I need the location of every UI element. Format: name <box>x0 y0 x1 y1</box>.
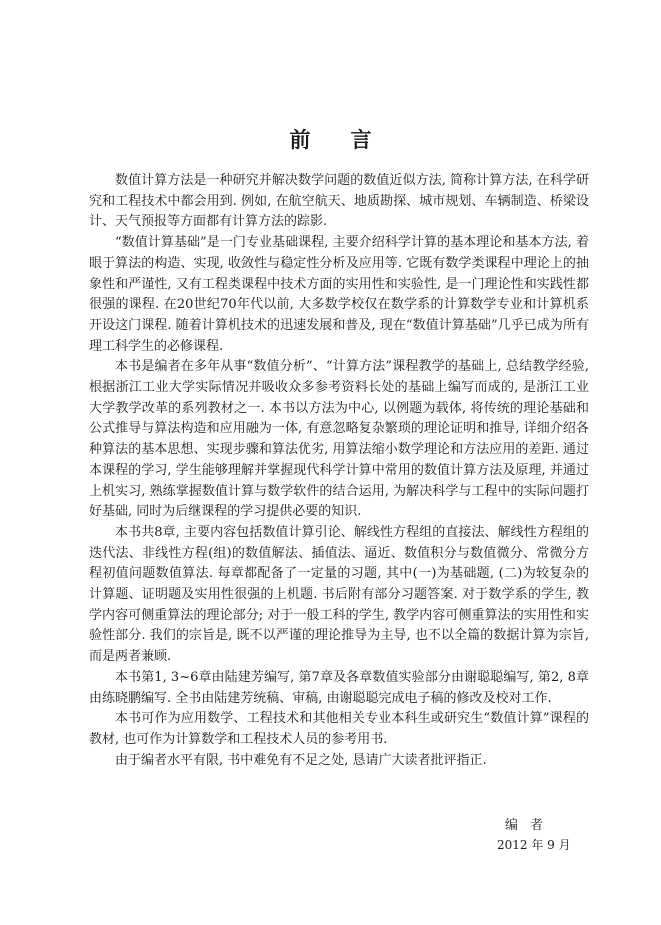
paragraph-5: 本书第1, 3~6章由陆建芳编写, 第7章及各章数值实验部分由谢聪聪编写, 第2, 8章由练晓鹏编写. 全书由陆建芳统稿、审稿, 由谢聪聪完成电子稿的修改及校对工作. <box>89 669 589 706</box>
signature-author: 编者 <box>505 818 556 833</box>
paragraph-4: 本书共8章, 主要内容包括数值计算引论、解线性方程组的直接法、解线性方程组的迭代法、非线性方程(组)的数值解法、插值法、逼近、数值积分与数值微分、常微分方程初值问题数值算法. 每章都配备了一定量的习题, 其中(一)为基础题, (二)为较复杂的计算题、证明题及实用性很强的上机题. 书后附有部分习题答案. 对于数学系的学生, 教学内容可侧重算法的理论部分; 对于一般工科的学生, 教学内容可侧重算法的实用性和实验性部分. 我们的宗旨是, 既不以严谨的理论推导为主导, 也不以全篇的数据计算为宗旨, 而是两者兼顾. <box>89 524 589 665</box>
paragraph-3: 本书是编者在多年从事“数值分析”、“计算方法”课程教学的基础上, 总结教学经验, 根据浙江工业大学实际情况并吸收众多参考资料长处的基础上编写而成的, 是浙江工业大学教学改革的系列教材之一. 本书以方法为中心, 以例题为载体, 将传统的理论基础和公式推导与算法构造和应用融为一体, 有意忽略复杂繁琐的理论证明和推导, 详细介绍各种算法的基本思想、实现步骤和算法优劣, 用算法缩小数学理论和方法应用的差距. 通过本课程的学习, 学生能够理解并掌握现代科学计算中常用的数值计算方法及原理, 并通过上机实习, 熟练掌握数值计算与数学软件的结合运用, 为解决科学与工程中的实际问题打好基础, 同时为后继课程的学习提供必要的知识. <box>89 359 589 520</box>
signature-date: 2012 年 9 月 <box>497 838 571 852</box>
paragraph-2: “数值计算基础”是一门专业基础课程, 主要介绍科学计算的基本理论和基本方法, 着眼于算法的构造、实现, 收敛性与稳定性分析及应用等. 它既有数学类课程中理论上的抽象性和严谨性, 又有工程类课程中技术方面的实用性和实验性, 是一门理论性和实践性都很强的课程. 在20世纪70年代以前, 大多数学校仅在数学系的计算数学专业和计算机系开设这门课程. 随着计算机技术的迅速发展和普及, 现在“数值计算基础”几乎已成为所有理工科学生的必修课程. <box>89 235 589 354</box>
paragraph-7: 由于编者水平有限, 书中难免有不足之处, 恳请广大读者批评指正. <box>115 752 487 768</box>
paragraph-6: 本书可作为应用数学、工程技术和其他相关专业本科生或研究生“数值计算”课程的教材, 也可作为计算数学和工程技术人员的参考用书. <box>89 711 589 747</box>
paragraph-1: 数值计算方法是一种研究并解决数学问题的数值近似方法, 简称计算方法, 在科学研究和工程技术中都会用到. 例如, 在航空航天、地质勘探、城市规划、车辆制造、桥梁设计、天气预报等方面都有计算方法的踪影. <box>89 173 589 230</box>
preface-body <box>89 171 589 771</box>
page-title: 前言 <box>289 127 412 152</box>
